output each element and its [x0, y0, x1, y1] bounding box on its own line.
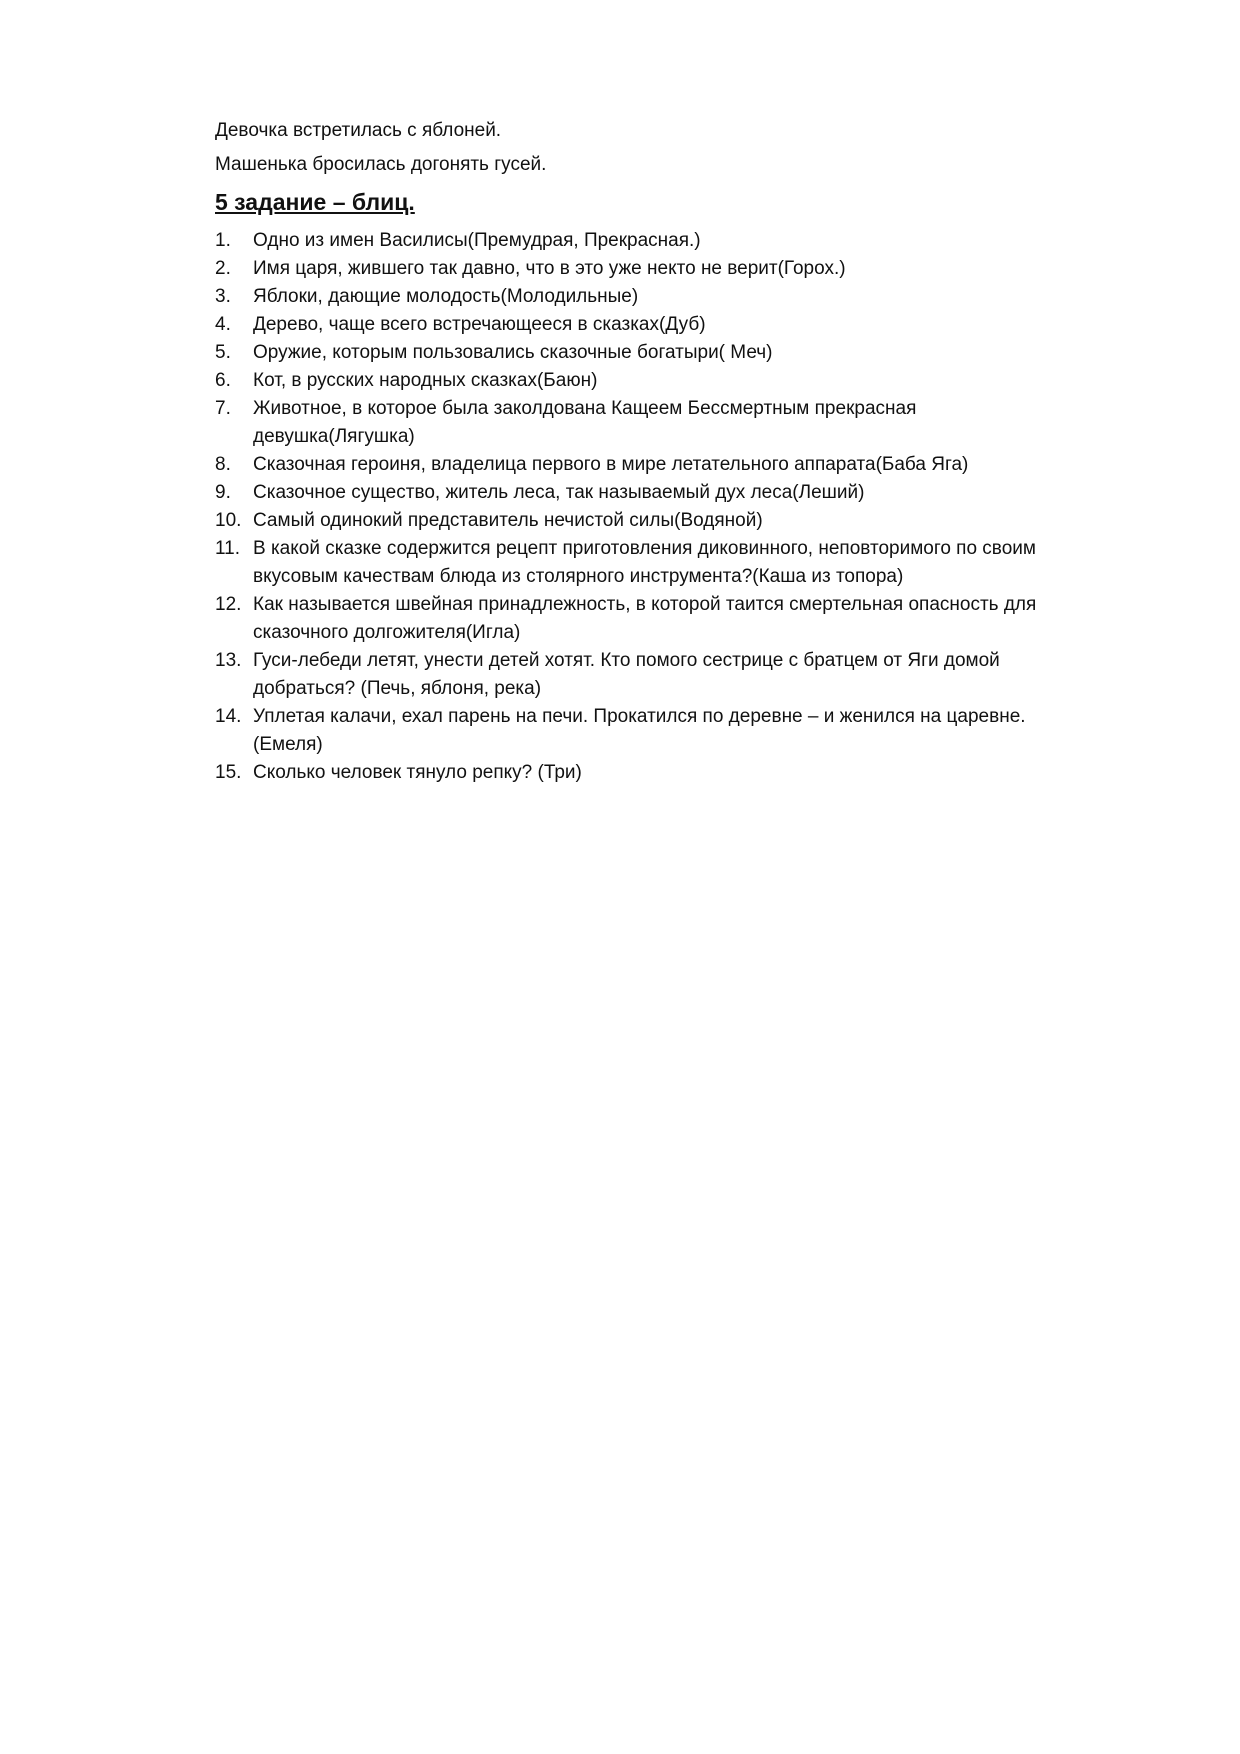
quiz-item-number: 4.: [215, 314, 231, 335]
quiz-item-text: [253, 255, 1140, 283]
quiz-item-number: 11.: [215, 538, 241, 559]
quiz-item-line: Как называется швейная принадлежность, в которой таится смертельная опасность для: [253, 594, 1037, 615]
quiz-item-number: 14.: [215, 706, 242, 727]
quiz-item-text: [253, 311, 1140, 339]
quiz-item-line: Одно из имен Василисы(Премудрая, Прекрасная.): [253, 230, 701, 251]
quiz-list: [215, 227, 1140, 787]
quiz-item-line: вкусовым качествам блюда из столярного инструмента?(Каша из топора): [253, 566, 904, 587]
quiz-item-number: 5.: [215, 342, 231, 363]
quiz-item-text: [253, 703, 1140, 759]
quiz-item-number: 2.: [215, 258, 231, 279]
quiz-item-text: [253, 283, 1140, 311]
quiz-item-line: В какой сказке содержится рецепт приготовления диковинного, неповторимого по своим: [253, 538, 1036, 559]
quiz-item-number: 6.: [215, 370, 231, 391]
quiz-item: [215, 647, 1140, 703]
quiz-item: [215, 283, 1140, 311]
quiz-item-number: 3.: [215, 286, 231, 307]
quiz-item: [215, 367, 1140, 395]
quiz-item-line: Дерево, чаще всего встречающееся в сказках(Дуб): [253, 314, 706, 335]
quiz-item-text: [253, 227, 1140, 255]
quiz-item-text: [253, 591, 1140, 647]
quiz-item-text: [253, 759, 1140, 787]
quiz-item-number: 8.: [215, 454, 231, 475]
quiz-item: [215, 311, 1140, 339]
quiz-item-text: [253, 647, 1140, 703]
quiz-item-line: Сколько человек тянуло репку? (Три): [253, 762, 582, 783]
quiz-item: [215, 759, 1140, 787]
quiz-item-text: [253, 395, 1140, 451]
quiz-item-line: девушка(Лягушка): [253, 426, 415, 447]
quiz-item-line: Оружие, которым пользовались сказочные богатыри( Меч): [253, 342, 773, 363]
page-content: [215, 119, 1140, 787]
quiz-item: [215, 591, 1140, 647]
quiz-item-line: Уплетая калачи, ехал парень на печи. Прокатился по деревне – и женился на царевне.: [253, 706, 1026, 727]
quiz-item-text: [253, 339, 1140, 367]
quiz-item-line: Самый одинокий представитель нечистой силы(Водяной): [253, 510, 763, 531]
quiz-item: [215, 507, 1140, 535]
quiz-item-number: 9.: [215, 482, 231, 503]
quiz-item-line: Животное, в которое была заколдована Кащеем Бессмертным прекрасная: [253, 398, 917, 419]
quiz-item-line: Сказочное существо, житель леса, так называемый дух леса(Леший): [253, 482, 865, 503]
quiz-item: [215, 479, 1140, 507]
section-heading: 5 задание – блиц.: [215, 189, 415, 215]
quiz-item: [215, 535, 1140, 591]
quiz-item-text: [253, 507, 1140, 535]
quiz-item: [215, 227, 1140, 255]
quiz-item: [215, 339, 1140, 367]
quiz-item-number: 1.: [215, 230, 231, 251]
quiz-item-line: Сказочная героиня, владелица первого в мире летательного аппарата(Баба Яга): [253, 454, 969, 475]
quiz-item-number: 15.: [215, 762, 242, 783]
quiz-item-text: [253, 535, 1140, 591]
quiz-item-number: 13.: [215, 650, 242, 671]
quiz-item-line: сказочного долгожителя(Игла): [253, 622, 521, 643]
quiz-item-text: [253, 367, 1140, 395]
quiz-item-number: 12.: [215, 594, 242, 615]
quiz-item-number: 7.: [215, 398, 231, 419]
quiz-item-line: (Емеля): [253, 734, 323, 755]
quiz-item: [215, 395, 1140, 451]
quiz-item-line: Гуси-лебеди летят, унести детей хотят. Кто помого сестрице с братцем от Яги домой: [253, 650, 1000, 671]
quiz-item-line: добраться? (Печь, яблоня, река): [253, 678, 542, 699]
quiz-item: [215, 451, 1140, 479]
quiz-item-text: [253, 451, 1140, 479]
quiz-item: [215, 703, 1140, 759]
quiz-item-line: Имя царя, жившего так давно, что в это уже некто не верит(Горох.): [253, 258, 846, 279]
intro-line: Машенька бросилась догонять гусей.: [215, 154, 547, 175]
quiz-item-line: Яблоки, дающие молодость(Молодильные): [253, 286, 639, 307]
quiz-item-text: [253, 479, 1140, 507]
quiz-item-number: 10.: [215, 510, 242, 531]
quiz-item-line: Кот, в русских народных сказках(Баюн): [253, 370, 598, 391]
intro-line: Девочка встретилась с яблоней.: [215, 120, 502, 141]
quiz-item: [215, 255, 1140, 283]
